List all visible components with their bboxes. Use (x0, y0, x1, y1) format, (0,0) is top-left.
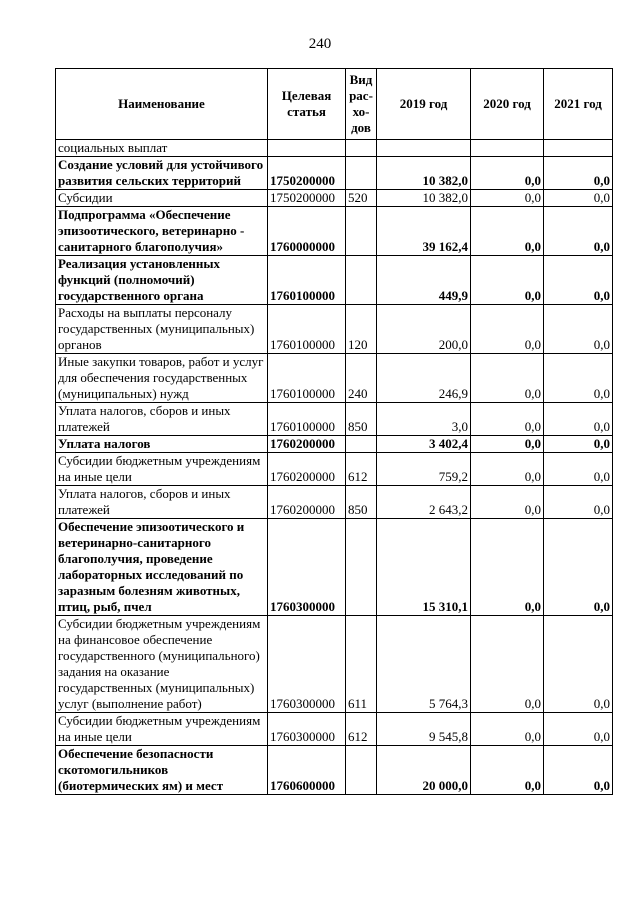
cell-type: 611 (346, 616, 377, 713)
cell-2021: 0,0 (544, 713, 613, 746)
cell-2019: 246,9 (377, 354, 471, 403)
cell-code: 1760300000 (268, 616, 346, 713)
cell-code: 1750200000 (268, 190, 346, 207)
table-row (56, 190, 613, 207)
cell-2020: 0,0 (471, 453, 544, 486)
table-row (56, 436, 613, 453)
cell-name: Реализация установленных функций (полномочий) государственного органа (56, 256, 268, 305)
cell-code: 1760200000 (268, 486, 346, 519)
cell-2019: 759,2 (377, 453, 471, 486)
cell-2019: 20 000,0 (377, 746, 471, 795)
table-row (56, 207, 613, 256)
cell-name: Субсидии бюджетным учреждениям на иные цели (56, 713, 268, 746)
cell-code: 1760100000 (268, 256, 346, 305)
table-body (56, 140, 613, 795)
cell-2020: 0,0 (471, 713, 544, 746)
cell-2021 (544, 140, 613, 157)
budget-table (55, 68, 613, 795)
table-header-row (56, 69, 613, 140)
cell-2021: 0,0 (544, 616, 613, 713)
cell-2021: 0,0 (544, 453, 613, 486)
cell-name: Обеспечение безопасности скотомогильников (биотермических ям) и мест (56, 746, 268, 795)
cell-type (346, 157, 377, 190)
cell-2021: 0,0 (544, 436, 613, 453)
cell-name: Субсидии (56, 190, 268, 207)
cell-2020: 0,0 (471, 436, 544, 453)
table-row (56, 453, 613, 486)
cell-code: 1760100000 (268, 354, 346, 403)
cell-type: 850 (346, 486, 377, 519)
cell-2020: 0,0 (471, 207, 544, 256)
cell-2021: 0,0 (544, 354, 613, 403)
header-code: Целевая статья (268, 69, 346, 140)
cell-2021: 0,0 (544, 403, 613, 436)
cell-2020: 0,0 (471, 616, 544, 713)
cell-2021: 0,0 (544, 305, 613, 354)
cell-2021: 0,0 (544, 207, 613, 256)
cell-type (346, 140, 377, 157)
cell-code: 1760200000 (268, 453, 346, 486)
cell-2020: 0,0 (471, 305, 544, 354)
table-row (56, 256, 613, 305)
cell-2021: 0,0 (544, 519, 613, 616)
cell-code: 1760000000 (268, 207, 346, 256)
cell-type: 120 (346, 305, 377, 354)
cell-2019: 3,0 (377, 403, 471, 436)
cell-code: 1760100000 (268, 305, 346, 354)
cell-2020: 0,0 (471, 157, 544, 190)
cell-type: 520 (346, 190, 377, 207)
cell-2020: 0,0 (471, 354, 544, 403)
cell-code: 1760600000 (268, 746, 346, 795)
table-row (56, 713, 613, 746)
table-row (56, 305, 613, 354)
page-number: 240 (308, 36, 332, 52)
cell-2019: 3 402,4 (377, 436, 471, 453)
cell-type: 850 (346, 403, 377, 436)
cell-code: 1760300000 (268, 519, 346, 616)
cell-name: Подпрограмма «Обеспечение эпизоотического, ветеринарно - санитарного благополучия» (56, 207, 268, 256)
cell-2021: 0,0 (544, 256, 613, 305)
header-2019: 2019 год (377, 69, 471, 140)
cell-name: Уплата налогов, сборов и иных платежей (56, 403, 268, 436)
cell-2019: 15 310,1 (377, 519, 471, 616)
cell-name: Иные закупки товаров, работ и услуг для обеспечения государственных (муниципальных) нужд (56, 354, 268, 403)
cell-2019: 5 764,3 (377, 616, 471, 713)
table-row (56, 140, 613, 157)
table-row (56, 354, 613, 403)
cell-type (346, 436, 377, 453)
header-name: Наименование (56, 69, 268, 140)
cell-name: Уплата налогов (56, 436, 268, 453)
cell-2020: 0,0 (471, 190, 544, 207)
cell-code: 1750200000 (268, 157, 346, 190)
cell-2021: 0,0 (544, 157, 613, 190)
cell-type (346, 746, 377, 795)
table-row (56, 519, 613, 616)
cell-2020 (471, 140, 544, 157)
cell-name: Субсидии бюджетным учреждениям на финансовое обеспечение государственного (муниципального) задания на оказание государственных (муниципальных) услуг (выполнение работ) (56, 616, 268, 713)
cell-2021: 0,0 (544, 190, 613, 207)
table-row (56, 403, 613, 436)
cell-2020: 0,0 (471, 256, 544, 305)
cell-2021: 0,0 (544, 746, 613, 795)
cell-2020: 0,0 (471, 486, 544, 519)
cell-name: Обеспечение эпизоотического и ветеринарно-санитарного благополучия, проведение лабораторных исследований по заразным болезням животных, птиц, рыб, пчел (56, 519, 268, 616)
header-2020: 2020 год (471, 69, 544, 140)
cell-name: Субсидии бюджетным учреждениям на иные цели (56, 453, 268, 486)
cell-2019: 10 382,0 (377, 157, 471, 190)
cell-name: Расходы на выплаты персоналу государственных (муниципальных) органов (56, 305, 268, 354)
cell-2019 (377, 140, 471, 157)
cell-name: Создание условий для устойчивого развития сельских территорий (56, 157, 268, 190)
cell-2019: 10 382,0 (377, 190, 471, 207)
cell-type: 240 (346, 354, 377, 403)
table-row (56, 157, 613, 190)
cell-name: Уплата налогов, сборов и иных платежей (56, 486, 268, 519)
cell-type: 612 (346, 453, 377, 486)
cell-code: 1760100000 (268, 403, 346, 436)
cell-2019: 9 545,8 (377, 713, 471, 746)
table-row (56, 486, 613, 519)
cell-code: 1760300000 (268, 713, 346, 746)
cell-type (346, 207, 377, 256)
cell-name: социальных выплат (56, 140, 268, 157)
cell-2019: 200,0 (377, 305, 471, 354)
table-row (56, 616, 613, 713)
table-row (56, 746, 613, 795)
cell-2019: 2 643,2 (377, 486, 471, 519)
cell-2021: 0,0 (544, 486, 613, 519)
cell-type (346, 519, 377, 616)
header-type: Вид рас-хо-дов (346, 69, 377, 140)
cell-type: 612 (346, 713, 377, 746)
cell-2020: 0,0 (471, 519, 544, 616)
header-2021: 2021 год (544, 69, 613, 140)
cell-2019: 449,9 (377, 256, 471, 305)
cell-2020: 0,0 (471, 403, 544, 436)
cell-code: 1760200000 (268, 436, 346, 453)
cell-2019: 39 162,4 (377, 207, 471, 256)
cell-code (268, 140, 346, 157)
cell-2020: 0,0 (471, 746, 544, 795)
cell-type (346, 256, 377, 305)
